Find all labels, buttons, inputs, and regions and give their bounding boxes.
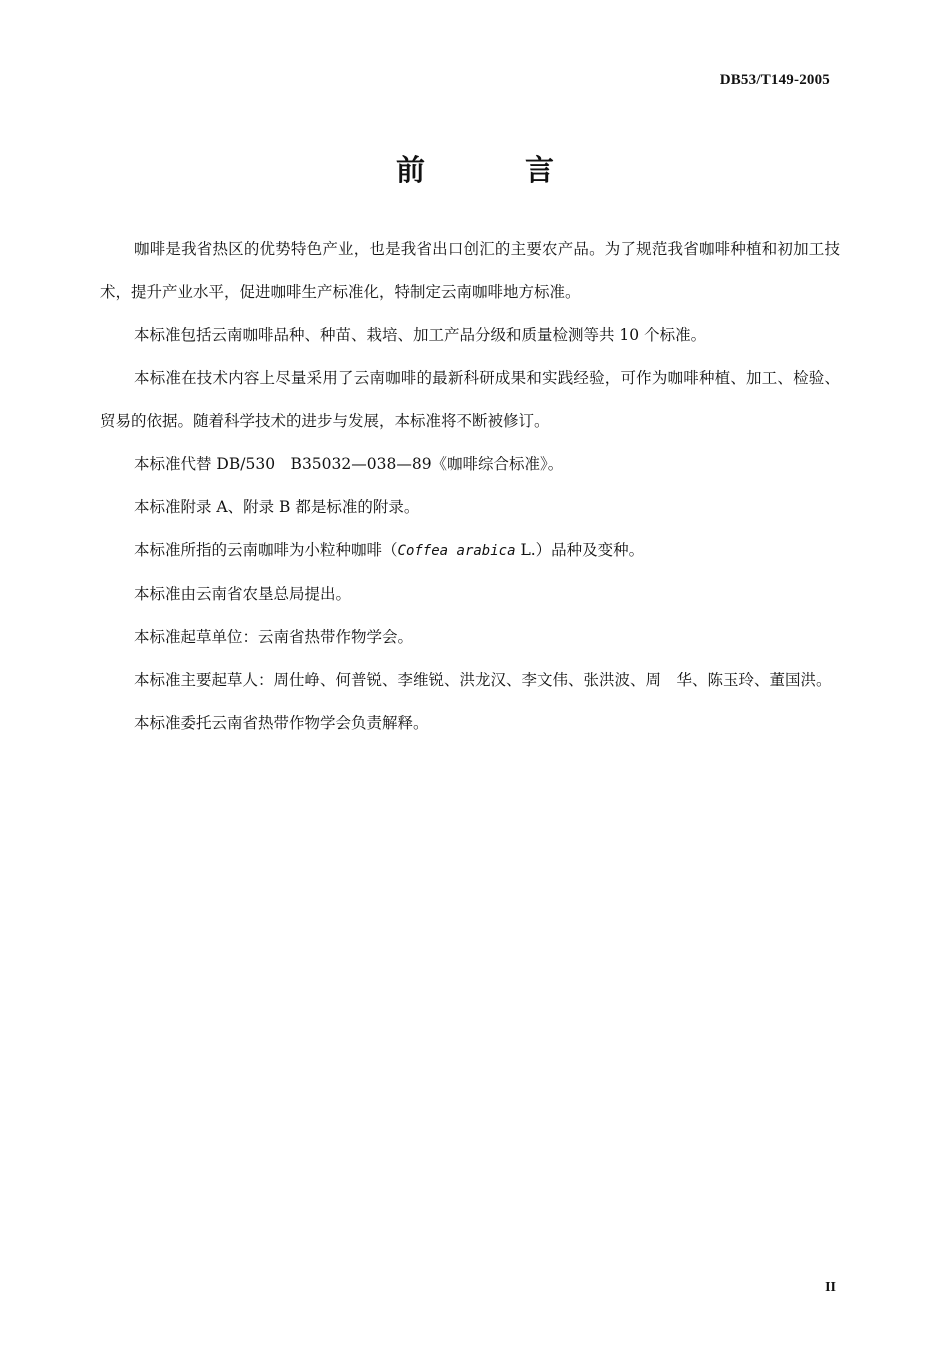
foreword-body xyxy=(100,228,840,745)
paragraph-replaces: 本标准代替 DB/530 B35032—038—89《咖啡综合标准》。 xyxy=(134,455,564,473)
species-text-after: L.）品种及变种。 xyxy=(515,541,645,559)
paragraph-basis: 本标准在技术内容上尽量采用了云南咖啡的最新科研成果和实践经验，可作为咖啡种植、加工、检验、贸易的依据。随着科学技术的进步与发展，本标准将不断被修订。 xyxy=(100,369,840,430)
paragraph-purpose: 咖啡是我省热区的优势特色产业，也是我省出口创汇的主要农产品。为了规范我省咖啡种植和初加工技术，提升产业水平，促进咖啡生产标准化，特制定云南咖啡地方标准。 xyxy=(100,240,840,301)
paragraph-drafters: 本标准主要起草人：周仕峥、何普锐、李维锐、洪龙汉、李文伟、张洪波、周 华、陈玉玲、董国洪。 xyxy=(134,671,832,689)
paragraph-proposed-by: 本标准由云南省农垦总局提出。 xyxy=(134,585,352,603)
paragraph-appendices: 本标准附录 A、附录 B 都是标准的附录。 xyxy=(134,498,420,516)
page-title: 前言 xyxy=(395,153,654,187)
paragraph-drafting-unit: 本标准起草单位：云南省热带作物学会。 xyxy=(134,628,414,646)
document-code: DB53/T149-2005 xyxy=(719,72,830,88)
paragraph-species xyxy=(100,529,840,573)
species-latin-name: Coffea arabica xyxy=(397,543,516,559)
paragraph-interpretation: 本标准委托云南省热带作物学会负责解释。 xyxy=(134,714,429,732)
species-text-before: 本标准所指的云南咖啡为小粒种咖啡（ xyxy=(134,541,398,559)
paragraph-scope: 本标准包括云南咖啡品种、种苗、栽培、加工产品分级和质量检测等共 10 个标准。 xyxy=(134,326,707,344)
page-number: II xyxy=(825,1280,836,1295)
